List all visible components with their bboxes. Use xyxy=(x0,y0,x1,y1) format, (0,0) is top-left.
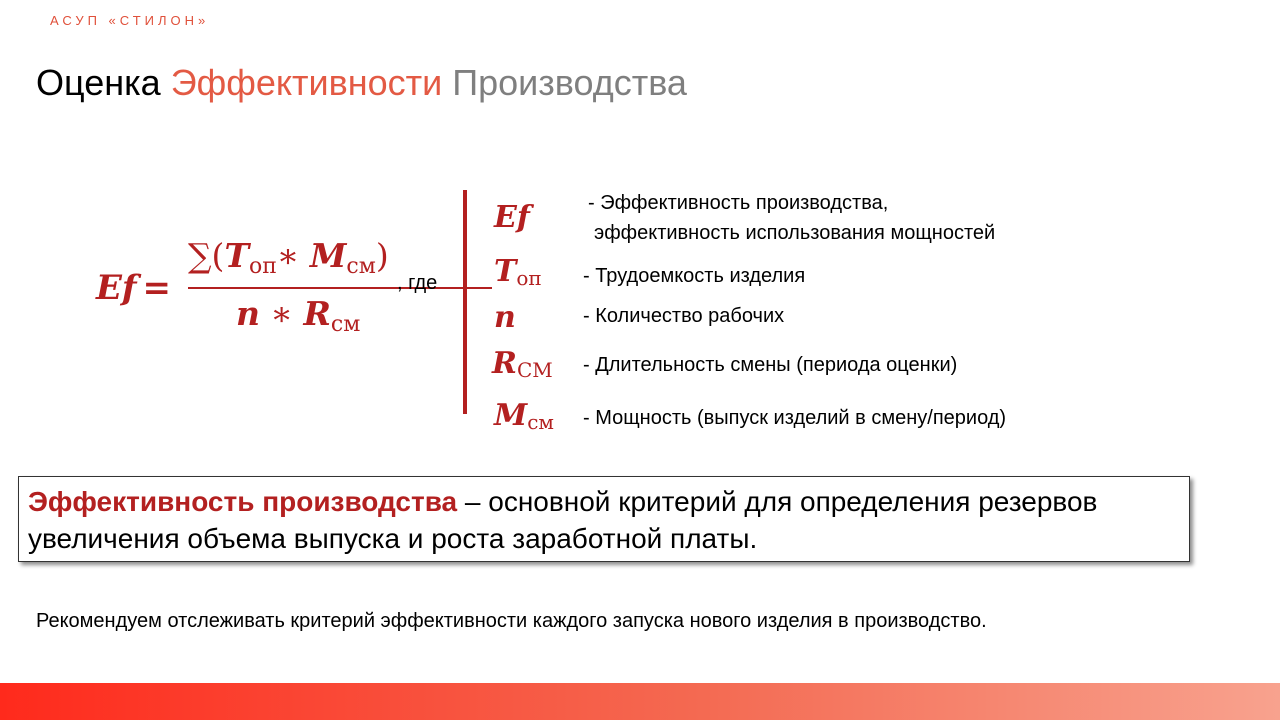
title-part-1: Оценка xyxy=(36,62,161,103)
recommendation-text: Рекомендуем отслеживать критерий эффективности каждого запуска нового изделия в производство. xyxy=(36,610,987,632)
legend-symbol-r: RСМ xyxy=(492,346,553,382)
formula-numerator xyxy=(188,236,389,279)
divider-line xyxy=(463,190,467,414)
legend-def-m: - Мощность (выпуск изделий в смену/период) xyxy=(583,407,1007,429)
formula-r: R xyxy=(303,294,331,333)
legend-symbol-m: Mсм xyxy=(494,398,554,434)
legend-symbol-n: n xyxy=(494,300,516,335)
formula-denominator xyxy=(236,294,361,337)
formula-equals: = xyxy=(142,268,172,308)
formula-where: , где xyxy=(397,272,438,294)
callout-box xyxy=(18,476,1190,562)
legend-def-n: - Количество рабочих xyxy=(583,305,785,327)
footer-gradient-bar xyxy=(0,683,1280,720)
callout-rest: – основной критерий для определения резервов увеличения объема выпуска и роста заработной платы. xyxy=(28,486,1098,554)
formula-sum: ∑( xyxy=(188,236,225,275)
title-part-3: Производства xyxy=(452,62,687,103)
legend-def-t: - Трудоемкость изделия xyxy=(583,265,806,287)
formula-close: ) xyxy=(375,236,389,275)
formula-m: M xyxy=(309,236,347,275)
formula-n: n xyxy=(236,294,260,333)
fraction-bar xyxy=(188,287,492,289)
formula-times: ∗ xyxy=(276,236,300,275)
page-title xyxy=(36,62,687,104)
callout-bold: Эффективность производства xyxy=(28,486,458,517)
title-part-2: Эффективности xyxy=(170,62,443,103)
legend-def-ef: - Эффективность производства, эффективность использования мощностей xyxy=(588,192,996,244)
brand-label: АСУП «СТИЛОН» xyxy=(50,13,210,28)
legend-symbol-ef: Ef xyxy=(494,200,530,235)
formula-t: T xyxy=(224,236,249,275)
formula-r-sub: см xyxy=(330,312,361,337)
formula-den-times: ∗ xyxy=(270,294,293,333)
formula-t-sub: оп xyxy=(249,254,277,279)
legend-symbol-t: Tоп xyxy=(494,254,542,290)
formula-m-sub: см xyxy=(346,254,376,279)
legend-def-r: - Длительность смены (периода оценки) xyxy=(583,354,958,376)
formula-lhs: Ef = xyxy=(96,268,172,308)
